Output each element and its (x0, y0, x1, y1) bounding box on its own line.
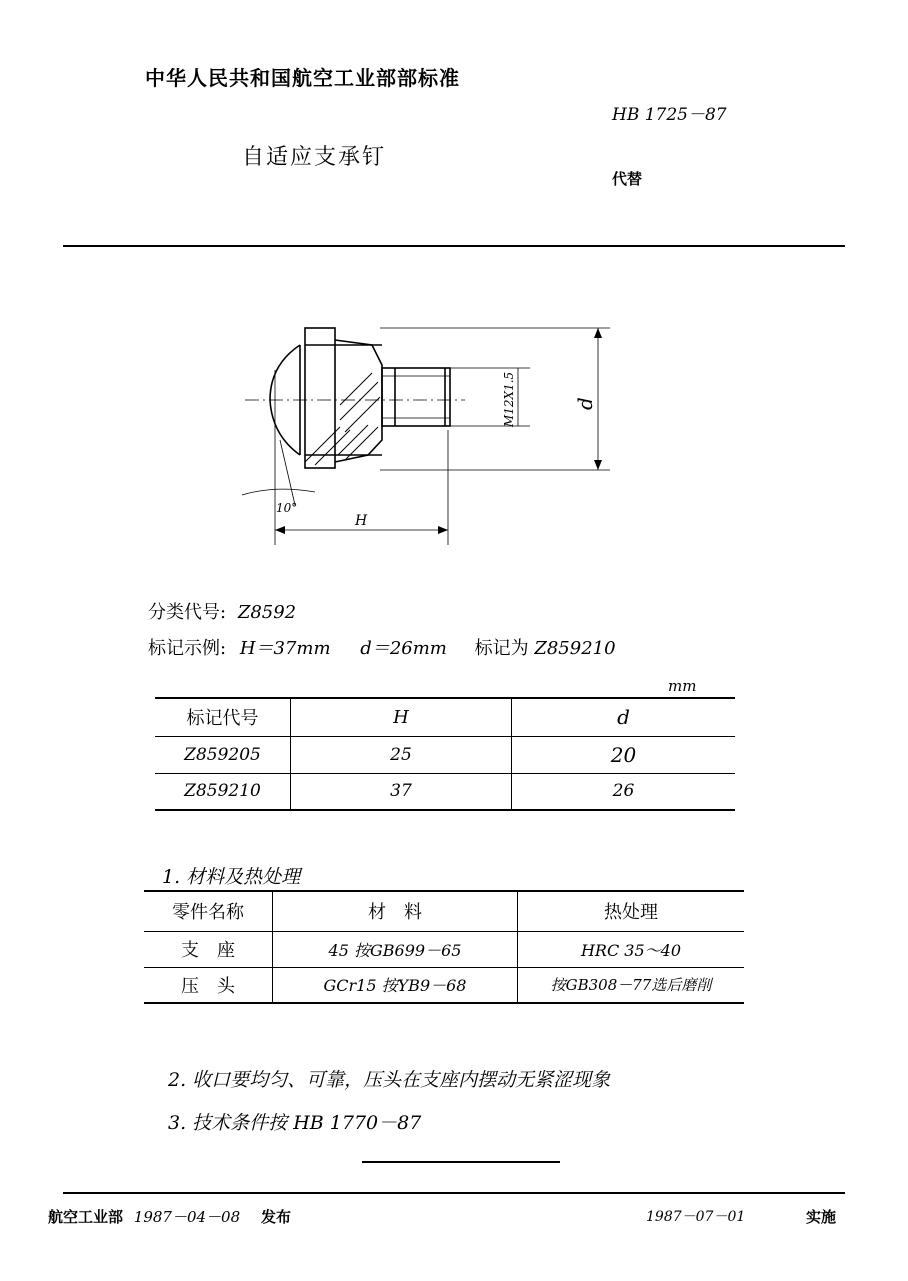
table-cell: 20 (610, 742, 637, 767)
table-cell: Z859205 (155, 736, 291, 773)
replaces-label: 代替 (612, 170, 643, 188)
example-d: d＝26mm (360, 638, 447, 659)
material-table (144, 890, 744, 1004)
example-line (148, 634, 616, 660)
mark-value: Z859210 (534, 638, 616, 659)
table-cell: HRC 35～40 (580, 940, 682, 960)
note-3: 3. 技术条件按 HB 1770－87 (168, 1112, 422, 1134)
table-cell: 45 按GB699－65 (273, 931, 518, 967)
height-dimension-label: H (355, 513, 368, 529)
effective-label: 实施 (806, 1208, 837, 1226)
table-header: d (617, 705, 630, 730)
angle-dimension-label: 10° (276, 501, 298, 515)
table-header: 零件名称 (144, 891, 273, 931)
table-cell: 26 (612, 781, 635, 802)
table-header: 材 料 (273, 891, 518, 931)
table-header: H (291, 698, 512, 736)
footer-issue (48, 1206, 291, 1227)
table-header: 标记代号 (155, 698, 291, 736)
document-title: 自适应支承钉 (242, 145, 387, 170)
table-cell: 按GB308－77选后磨削 (550, 976, 712, 995)
org-title: 中华人民共和国航空工业部部标准 (145, 66, 460, 90)
table-row (155, 736, 735, 773)
dimension-table (155, 697, 735, 811)
footer-rule (63, 1192, 845, 1194)
effective-date: 1987－07－01 (646, 1209, 746, 1225)
unit-label: mm (668, 677, 697, 695)
end-rule (362, 1161, 560, 1163)
class-code-label: 分类代号: (148, 602, 227, 623)
table-cell: GCr15 按YB9－68 (273, 967, 518, 1003)
table-row (144, 967, 744, 1003)
example-h: H＝37mm (239, 638, 331, 659)
standard-number: HB 1725－87 (612, 105, 727, 125)
table-row (144, 931, 744, 967)
class-code-line (148, 598, 296, 624)
material-section-title: 1. 材料及热处理 (162, 866, 301, 888)
issue-date: 1987－04－08 (133, 1208, 241, 1226)
table-row (155, 773, 735, 810)
mark-label: 标记为 (474, 638, 529, 659)
diameter-dimension-label: d (573, 397, 597, 410)
table-header: 热处理 (604, 902, 658, 924)
issuer: 航空工业部 (48, 1208, 124, 1226)
table-cell: 压 头 (144, 967, 273, 1003)
part-drawing (0, 0, 908, 600)
class-code-value: Z8592 (237, 602, 297, 623)
table-cell: Z859210 (155, 773, 291, 810)
table-cell: 支 座 (144, 931, 273, 967)
thread-dimension-label: M12X1.5 (502, 371, 516, 427)
issue-label: 发布 (260, 1208, 291, 1226)
example-label: 标记示例: (148, 638, 227, 659)
table-cell: 37 (291, 773, 512, 810)
table-cell: 25 (291, 736, 512, 773)
note-2: 2. 收口要均匀、可靠，压头在支座内摆动无紧涩现象 (168, 1069, 611, 1091)
